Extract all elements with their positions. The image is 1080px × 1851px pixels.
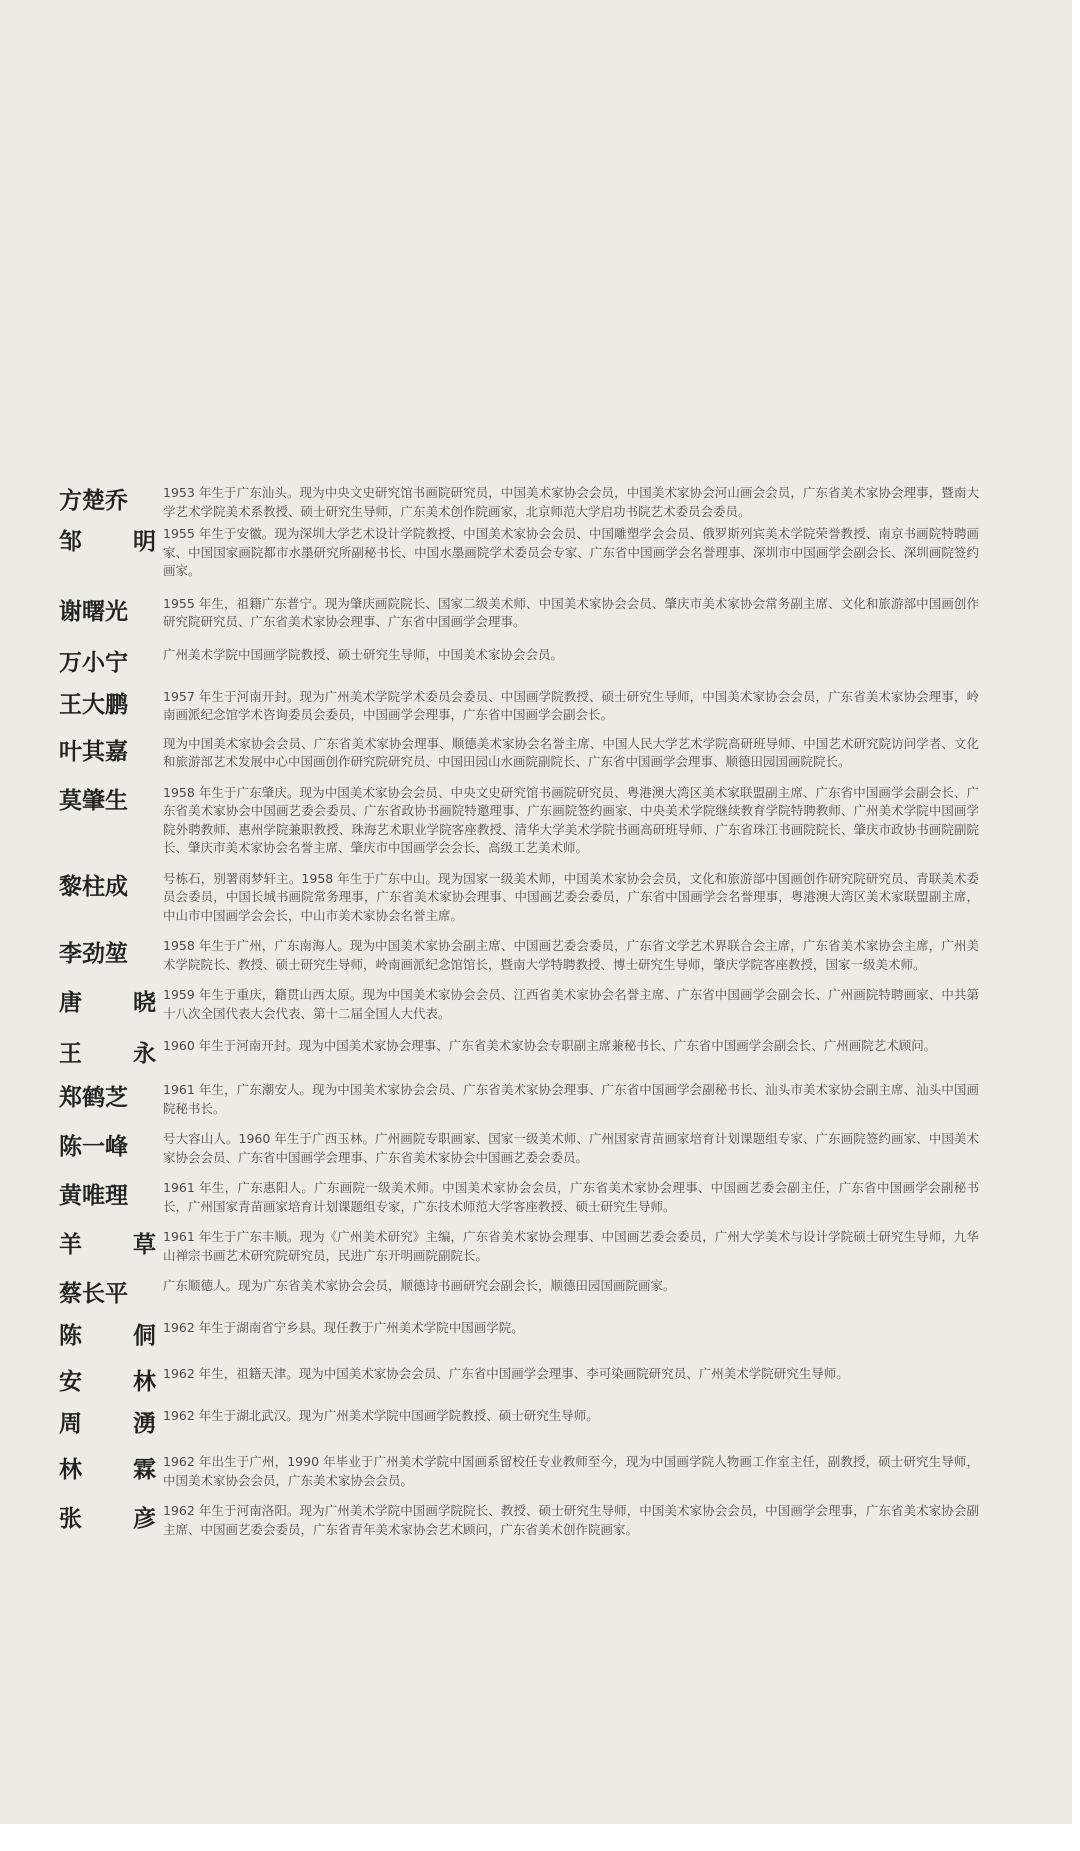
artist-name: 莫肇生 bbox=[59, 787, 128, 814]
artist-name: 张 彦 bbox=[59, 1506, 170, 1532]
artist-entry bbox=[59, 1407, 979, 1439]
artist-name: 王大鹏 bbox=[59, 691, 128, 718]
artist-name: 黎柱成 bbox=[59, 873, 128, 900]
artist-name: 陈 侗 bbox=[59, 1323, 170, 1349]
artist-name: 林 霖 bbox=[59, 1457, 170, 1483]
artist-name: 邹 明 bbox=[59, 529, 170, 555]
artist-entry bbox=[59, 1365, 979, 1397]
artist-name: 李劲堃 bbox=[59, 941, 128, 967]
artist-bio: 1958 年生于广东肇庆。现为中国美术家协会会员、中央文史研究馆书画院研究员、粤港澳大湾区美术家联盟副主席、广东省中国画学会副会长、广东省美术家协会中国画艺委会委员、广东省政协书画院特邀理事、广东画院签约画家、中央美术学院继续教育学院特聘教师、广州美术学院中国画学院外聘教师、惠州学院兼职教授、珠海艺术职业学院客座教授、清华大学美术学院书画高研班导师、广东省珠江书画院院长、肇庆市政协书画院副院长、肇庆市美术家协会名誉主席、肇庆市中国画学会会长、高级工艺美术师。 bbox=[163, 784, 979, 855]
artist-list bbox=[59, 484, 979, 1551]
artist-entry bbox=[59, 1502, 979, 1539]
artist-entry bbox=[59, 484, 979, 521]
artist-name: 唐 晓 bbox=[59, 990, 170, 1016]
artist-entry bbox=[59, 735, 979, 772]
artist-bio: 1959 年生于重庆，籍贯山西太原。现为中国美术家协会会员、江西省美术家协会名誉主席、广东省中国画学会副会长、广州画院特聘画家、中共第十八次全国代表大会代表、第十二届全国人大代表。 bbox=[163, 987, 979, 1021]
artist-entry bbox=[59, 646, 979, 678]
artist-bio: 号大容山人。1960 年生于广西玉林。广州画院专职画家、国家一级美术师、广州国家青苗画家培育计划课题组专家、广东画院签约画家、中国美术家协会会员、广东省中国画学会理事、广东省美术家协会中国画艺委会委员。 bbox=[163, 1131, 979, 1165]
artist-name: 羊 草 bbox=[59, 1232, 170, 1258]
artist-bio: 1955 年生，祖籍广东普宁。现为肇庆画院院长、国家二级美术师、中国美术家协会会员、肇庆市美术家协会常务副主席、文化和旅游部中国画创作研究院研究员、广东省美术家协会理事、广东省中国画学会理事。 bbox=[163, 595, 979, 629]
artist-name: 周 湧 bbox=[59, 1411, 170, 1437]
artist-entry bbox=[59, 937, 979, 974]
artist-entry bbox=[59, 1453, 979, 1490]
artist-bio: 1962 年生于河南洛阳。现为广州美术学院中国画学院院长、教授、硕士研究生导师，中国美术家协会会员，中国画学会理事，广东省美术家协会副主席、中国画艺委会委员，广东省青年美术家协会艺术顾问，广东省美术创作院画家。 bbox=[163, 1503, 979, 1537]
artist-entry bbox=[59, 1130, 979, 1167]
artist-bio: 1953 年生于广东汕头。现为中央文史研究馆书画院研究员，中国美术家协会会员，中国美术家协会河山画会会员，广东省美术家协会理事，暨南大学艺术学院美术系教授、硕士研究生导师，广东美术创作院画家，北京师范大学启功书院艺术委员会委员。 bbox=[163, 485, 979, 519]
artist-bio: 1961 年生于广东丰顺。现为《广州美术研究》主编，广东省美术家协会理事、中国画艺委会委员，广州大学美术与设计学院硕士研究生导师，九华山禅宗书画艺术研究院研究员，民进广东开明画院副院长。 bbox=[163, 1229, 979, 1263]
artist-bio: 1962 年生于湖南省宁乡县。现任教于广州美术学院中国画学院。 bbox=[163, 1320, 524, 1335]
artist-bio: 1962 年生于湖北武汉。现为广州美术学院中国画学院教授、硕士研究生导师。 bbox=[163, 1408, 599, 1423]
artist-name: 蔡长平 bbox=[59, 1281, 128, 1307]
artist-entry bbox=[59, 688, 979, 725]
artist-bio: 广东顺德人。现为广东省美术家协会会员，顺德诗书画研究会副会长，顺德田园国画院画家。 bbox=[163, 1278, 676, 1293]
artist-name: 叶其嘉 bbox=[59, 738, 128, 765]
artist-bio: 1958 年生于广州，广东南海人。现为中国美术家协会副主席、中国画艺委会委员，广东省文学艺术界联合会主席，广东省美术家协会主席，广州美术学院院长、教授、硕士研究生导师，岭南画派纪念馆馆长，暨南大学特聘教授、博士研究生导师，肇庆学院客座教授，国家一级美术师。 bbox=[163, 938, 979, 972]
artist-entry bbox=[59, 525, 979, 581]
artist-bio: 1962 年生，祖籍天津。现为中国美术家协会会员、广东省中国画学会理事、李可染画院研究员、广州美术学院研究生导师。 bbox=[163, 1366, 849, 1381]
artist-name: 方楚乔 bbox=[59, 488, 128, 514]
artist-name: 郑鹤芝 bbox=[59, 1085, 128, 1111]
artist-bio: 1961 年生，广东惠阳人。广东画院一级美术师。中国美术家协会会员，广东省美术家协会理事、中国画艺委会副主任，广东省中国画学会副秘书长，广州国家青苗画家培育计划课题组专家，广东技术师范大学客座教授、硕士研究生导师。 bbox=[163, 1180, 979, 1214]
artist-bio: 1960 年生于河南开封。现为中国美术家协会理事、广东省美术家协会专职副主席兼秘书长、广东省中国画学会副会长、广州画院艺术顾问。 bbox=[163, 1038, 937, 1053]
artist-name: 黄唯理 bbox=[59, 1183, 128, 1209]
artist-name: 谢曙光 bbox=[59, 598, 128, 625]
artist-bio: 号栋石，别署雨梦轩主。1958 年生于广东中山。现为国家一级美术师，中国美术家协会会员，文化和旅游部中国画创作研究院研究员、青联美术委员会委员，中国长城书画院常务理事，广东省美术家协会理事、中国画艺委会委员，广东省中国画学会名誉理事，粤港澳大湾区美术家联盟副主席，中山市中国画学会会长，中山市美术家协会名誉主席。 bbox=[163, 870, 979, 923]
artist-bio: 1955 年生于安徽。现为深圳大学艺术设计学院教授、中国美术家协会会员、中国雕塑学会会员、俄罗斯列宾美术学院荣誉教授、南京书画院特聘画家、中国国家画院都市水墨研究所副秘书长、中国水墨画院学术委员会专家、广东省中国画学会名誉理事、深圳市中国画学会副会长、深圳画院签约画家。 bbox=[163, 526, 979, 578]
artist-bio: 1961 年生，广东潮安人。现为中国美术家协会会员、广东省美术家协会理事、广东省中国画学会副秘书长、汕头市美术家协会副主席、汕头中国画院秘书长。 bbox=[163, 1082, 979, 1116]
artist-entry bbox=[59, 1228, 979, 1265]
artist-entry bbox=[59, 1277, 979, 1309]
artist-bio: 1962 年出生于广州，1990 年毕业于广州美术学院中国画系留校任专业教师至今，现为中国画学院人物画工作室主任，副教授，硕士研究生导师，中国美术家协会会员，广东美术家协会会员。 bbox=[163, 1454, 979, 1488]
artist-bio: 1957 年生于河南开封。现为广州美术学院学术委员会委员、中国画学院教授、硕士研究生导师，中国美术家协会会员，广东省美术家协会理事，岭南画派纪念馆学术咨询委员会委员，中国画学会理事，广东省中国画学会副会长。 bbox=[163, 688, 979, 722]
artist-entry bbox=[59, 1081, 979, 1118]
artist-entry bbox=[59, 1179, 979, 1216]
artist-bio: 广州美术学院中国画学院教授、硕士研究生导师，中国美术家协会会员。 bbox=[163, 646, 564, 662]
artist-entry bbox=[59, 870, 979, 926]
artist-entry bbox=[59, 784, 979, 858]
artist-name: 安 林 bbox=[59, 1369, 170, 1395]
artist-entry bbox=[59, 595, 979, 632]
artist-entry bbox=[59, 986, 979, 1023]
artist-entry bbox=[59, 1037, 979, 1069]
artist-name: 陈一峰 bbox=[59, 1134, 128, 1160]
artist-name: 王 永 bbox=[59, 1041, 170, 1067]
artist-entry bbox=[59, 1319, 979, 1351]
artist-name: 万小宁 bbox=[59, 649, 128, 676]
artist-bio: 现为中国美术家协会会员、广东省美术家协会理事、顺德美术家协会名誉主席、中国人民大学艺术学院高研班导师、中国艺术研究院访问学者、文化和旅游部艺术发展中心中国画创作研究院研究员、中国田园山水画院副院长、广东省中国画学会理事、顺德田园国画院院长。 bbox=[163, 735, 979, 769]
